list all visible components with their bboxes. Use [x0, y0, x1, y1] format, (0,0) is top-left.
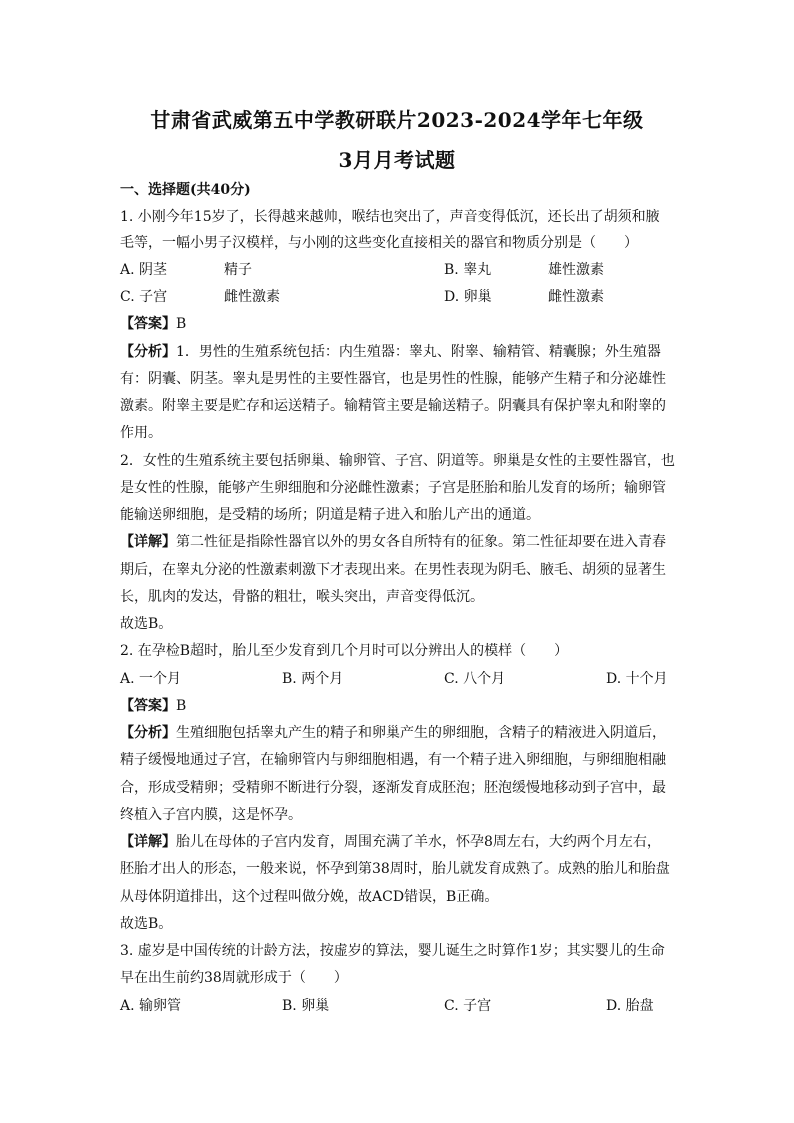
q1-stem-line: 1. 小刚今年15岁了，长得越来越帅，喉结也突出了，声音变得低沉，还长出了胡须和腋	[120, 209, 660, 225]
exam-title-line1: 甘肃省武威第五中学教研联片2023-2024学年七年级	[150, 108, 644, 132]
q3-option-b: B. 卵巢	[282, 998, 330, 1014]
q2-analysis-line: 终植入子宫内膜，这是怀孕。	[120, 807, 302, 823]
q2-option-b: B. 两个月	[282, 671, 344, 687]
q2-conclusion: 故选B。	[120, 916, 173, 932]
analysis-text: 生殖细胞包括睾丸产生的精子和卵巢产生的卵细胞，含精子的精液进入阴道后，	[176, 725, 666, 741]
analysis-tag: 【分析】	[120, 344, 176, 360]
q2-detail-line: 胚胎才出人的形态，一般来说，怀孕到第38周时，胎儿就发育成熟了。成熟的胎儿和胎盘	[120, 861, 670, 877]
q2-analysis-line: 精子缓慢地通过子宫，在输卵管内与卵细胞相遇，有一个精子进入卵细胞，与卵细胞相融	[120, 752, 666, 768]
detail-tag: 【详解】	[120, 834, 176, 850]
q1-detail-line: 期后，在睾丸分泌的性激素刺激下才表现出来。在男性表现为阴毛、腋毛、胡须的显著生	[120, 562, 666, 578]
answer-value: B	[176, 698, 187, 714]
q1-option-a-label: A. 阴茎	[120, 262, 168, 278]
q1-stem-line: 毛等，一幅小男子汉模样，与小刚的这些变化直接相关的器官和物质分别是（ ）	[120, 235, 638, 251]
q1-analysis-line: 有：阴囊、阴茎。睾丸是男性的主要性器官，也是男性的性腺，能够产生精子和分泌雄性	[120, 371, 666, 387]
detail-tag: 【详解】	[120, 534, 176, 550]
detail-text: 胎儿在母体的子宫内发育，周围充满了羊水，怀孕8周左右，大约两个月左右，	[176, 834, 661, 850]
q3-option-c: C. 子宫	[444, 998, 492, 1014]
answer-value: B	[176, 316, 187, 332]
section-heading: 一、选择题(共40分)	[120, 182, 251, 198]
q1-option-b-value: 雄性激素	[548, 262, 604, 278]
q1-option-c-label: C. 子宫	[120, 289, 168, 305]
q1-detail-line: 长，肌肉的发达，骨骼的粗壮，喉头突出，声音变得低沉。	[120, 589, 484, 605]
analysis-text: 1．男性的生殖系统包括：内生殖器：睾丸、附睾、输精管、精囊腺；外生殖器	[176, 344, 661, 360]
detail-text: 第二性征是指除性器官以外的男女各自所特有的征象。第二性征却要在进入青春	[176, 534, 666, 550]
q1-option-c-value: 雌性激素	[224, 289, 280, 305]
q1-option-d-value: 雌性激素	[548, 289, 604, 305]
q3-option-a: A. 输卵管	[120, 998, 182, 1014]
q3-option-d: D. 胎盘	[606, 998, 654, 1014]
q1-analysis-line: 是女性的性腺，能够产生卵细胞和分泌雌性激素；子宫是胚胎和胎儿发育的场所；输卵管	[120, 480, 666, 496]
q2-stem: 2. 在孕检B超时，胎儿至少发育到几个月时可以分辨出人的模样（ ）	[120, 643, 569, 659]
q1-conclusion: 故选B。	[120, 616, 173, 632]
q1-analysis-line: 激素。附睾主要是贮存和运送精子。输精管主要是输送精子。阴囊具有保护睾丸和附睾的	[120, 398, 666, 414]
q1-option-b-label: B. 睾丸	[444, 262, 492, 278]
q1-answer	[120, 314, 676, 334]
q1-analysis-line	[120, 342, 676, 362]
q3-stem-line: 早在出生前约38周就形成于（ ）	[120, 970, 348, 986]
analysis-tag: 【分析】	[120, 725, 176, 741]
q2-detail-line	[120, 832, 676, 852]
q2-answer	[120, 696, 676, 716]
exam-title-line2: 3月月考试题	[338, 148, 456, 172]
q1-analysis-line: 2．女性的生殖系统主要包括卵巢、输卵管、子宫、阴道等。卵巢是女性的主要性器官，也	[120, 453, 675, 469]
q1-analysis-line: 作用。	[120, 425, 162, 441]
q1-option-d-label: D. 卵巢	[444, 289, 492, 305]
q2-analysis-line	[120, 723, 676, 743]
q2-detail-line: 从母体阴道排出，这个过程叫做分娩，故ACD错误，B正确。	[120, 889, 499, 905]
q2-option-c: C. 八个月	[444, 671, 506, 687]
answer-tag: 【答案】	[120, 698, 176, 714]
answer-tag: 【答案】	[120, 316, 176, 332]
q3-stem-line: 3. 虚岁是中国传统的计龄方法，按虚岁的算法，婴儿诞生之时算作1岁；其实婴儿的生命	[120, 943, 665, 959]
q1-analysis-line: 能输送卵细胞，是受精的场所；阴道是精子进入和胎儿产出的通道。	[120, 507, 540, 523]
q2-analysis-line: 合，形成受精卵；受精卵不断进行分裂，逐渐发育成胚泡；胚泡缓慢地移动到子宫中，最	[120, 780, 666, 796]
q2-option-a: A. 一个月	[120, 671, 182, 687]
q2-option-d: D. 十个月	[606, 671, 668, 687]
q1-detail-line	[120, 532, 676, 552]
q1-option-a-value: 精子	[224, 262, 252, 278]
